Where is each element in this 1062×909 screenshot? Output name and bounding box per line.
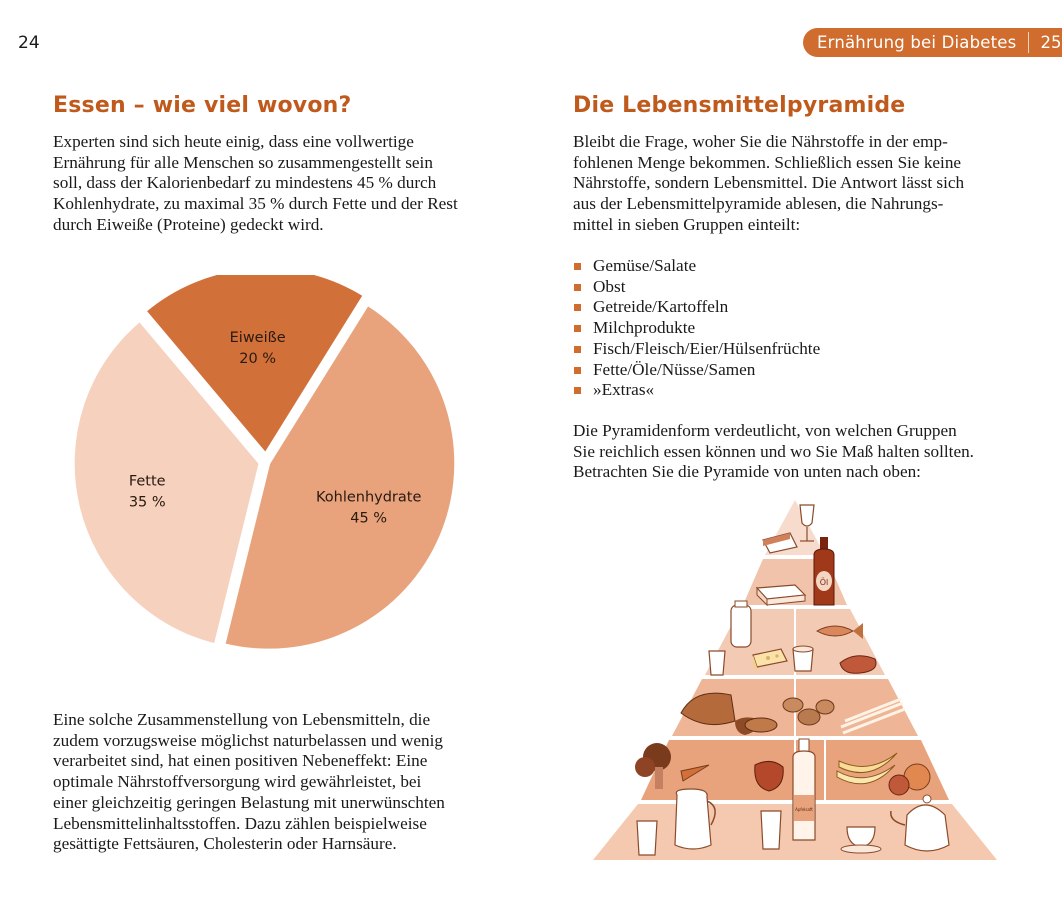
- text-line: Bleibt die Frage, woher Sie die Nährstoffe in der emp-: [573, 132, 948, 151]
- square-bullet-icon: [574, 325, 581, 332]
- food-pyramid-illustration: [585, 495, 1005, 865]
- text-line: durch Eiweiße (Proteine) gedeckt wird.: [53, 214, 324, 234]
- square-bullet-icon: [574, 304, 581, 311]
- pie-category-label: Eiweiße: [229, 329, 286, 346]
- pie-category-label: Fette: [128, 473, 166, 490]
- text-line: Die Pyramidenform verdeutlicht, von welchen Gruppen: [573, 421, 957, 440]
- butter-icon: [757, 585, 805, 605]
- right-heading: Die Lebensmittelpyramide: [573, 93, 906, 118]
- right-page-number: 25: [1040, 33, 1062, 52]
- left-outro-paragraph: [53, 710, 445, 855]
- food-group-label: Obst: [593, 276, 626, 296]
- pie-value-label: 45 %: [350, 510, 388, 527]
- section-title: Ernährung bei Diabetes: [817, 33, 1017, 52]
- right-closing-paragraph: [573, 421, 974, 483]
- pie-value-label: 35 %: [128, 494, 166, 511]
- bread-slice-icon: [745, 718, 777, 732]
- list-item: [573, 380, 820, 401]
- apple-icon: [889, 775, 909, 795]
- left-page-number: 24: [18, 33, 40, 53]
- text-line: optimale Nährstoffversorgung wird gewährleistet, bei: [53, 772, 422, 792]
- section-header-tab: [803, 28, 1062, 57]
- text-line: fohlenen Menge bekommen. Schließlich essen Sie keine: [573, 152, 962, 172]
- food-pyramid-svg: [585, 495, 1005, 865]
- text-line: Kohlenhydrate, zu maximal 35 % durch Fette und der Rest: [53, 194, 458, 214]
- text-line: einer gleichzeitig geringen Belastung mit unerwünschten: [53, 792, 445, 812]
- square-bullet-icon: [574, 346, 581, 353]
- macronutrient-pie-chart: [70, 275, 470, 675]
- food-group-label: Fette/Öle/Nüsse/Samen: [593, 359, 756, 379]
- text-line: aus der Lebensmittelpyramide ablesen, die Nahrungs-: [573, 194, 944, 214]
- pie-value-label: 20 %: [239, 350, 277, 367]
- list-item: [573, 339, 820, 360]
- juice-bottle-label: Apfelsaft: [795, 807, 813, 812]
- text-line: Sie reichlich essen können und wo Sie Maß halten sollten.: [573, 441, 974, 461]
- pie-category-label: Kohlenhydrate: [315, 489, 422, 506]
- text-line: Ernährung für alle Menschen so zusammengestellt sein: [53, 152, 433, 172]
- food-group-label: Fisch/Fleisch/Eier/Hülsenfrüchte: [593, 338, 821, 358]
- square-bullet-icon: [574, 387, 581, 394]
- list-item: [573, 256, 820, 277]
- list-item: [573, 297, 820, 318]
- text-line: soll, dass der Kalorienbedarf zu mindestens 45 % durch: [53, 173, 437, 193]
- text-line: verarbeitet sind, hat einen positiven Nebeneffekt: Eine: [53, 751, 428, 771]
- text-line: gesättigte Fettsäuren, Cholesterin oder Harnsäure.: [53, 834, 397, 854]
- list-item: [573, 318, 820, 339]
- water-glass-icon: [637, 821, 657, 855]
- food-group-list: [573, 256, 820, 401]
- food-group-label: Gemüse/Salate: [593, 256, 697, 275]
- food-group-label: »Extras«: [593, 380, 655, 400]
- left-intro-paragraph: [53, 132, 458, 236]
- header-divider: [1028, 32, 1029, 53]
- text-line: Betrachten Sie die Pyramide von unten nach oben:: [573, 462, 921, 482]
- text-line: zudem vorzugsweise möglichst naturbelassen und wenig: [53, 730, 443, 750]
- text-line: Eine solche Zusammenstellung von Lebensmitteln, die: [53, 710, 431, 729]
- left-heading: Essen – wie viel wovon?: [53, 93, 352, 118]
- water-glass-icon: [761, 811, 781, 849]
- milk-glass-icon: [709, 651, 725, 675]
- food-group-label: Milchprodukte: [593, 318, 696, 338]
- yogurt-cup-icon: [793, 646, 813, 671]
- pie-chart-svg: [70, 275, 470, 675]
- text-line: Lebensmittelinhaltsstoffen. Dazu zählen beispielweise: [53, 813, 427, 833]
- text-line: Experten sind sich heute einig, dass eine vollwertige: [53, 132, 414, 151]
- right-intro-paragraph: [573, 132, 964, 236]
- text-line: mittel in sieben Gruppen einteilt:: [573, 214, 801, 234]
- milk-bottle-icon: [731, 601, 751, 647]
- list-item: [573, 277, 820, 298]
- square-bullet-icon: [574, 263, 581, 270]
- list-item: [573, 360, 820, 381]
- square-bullet-icon: [574, 284, 581, 291]
- oil-bottle-label: Öl: [819, 578, 829, 587]
- food-group-label: Getreide/Kartoffeln: [593, 297, 729, 317]
- text-line: Nährstoffe, sondern Lebensmittel. Die Antwort lässt sich: [573, 173, 965, 193]
- square-bullet-icon: [574, 367, 581, 374]
- juice-bottle-icon: [793, 739, 815, 840]
